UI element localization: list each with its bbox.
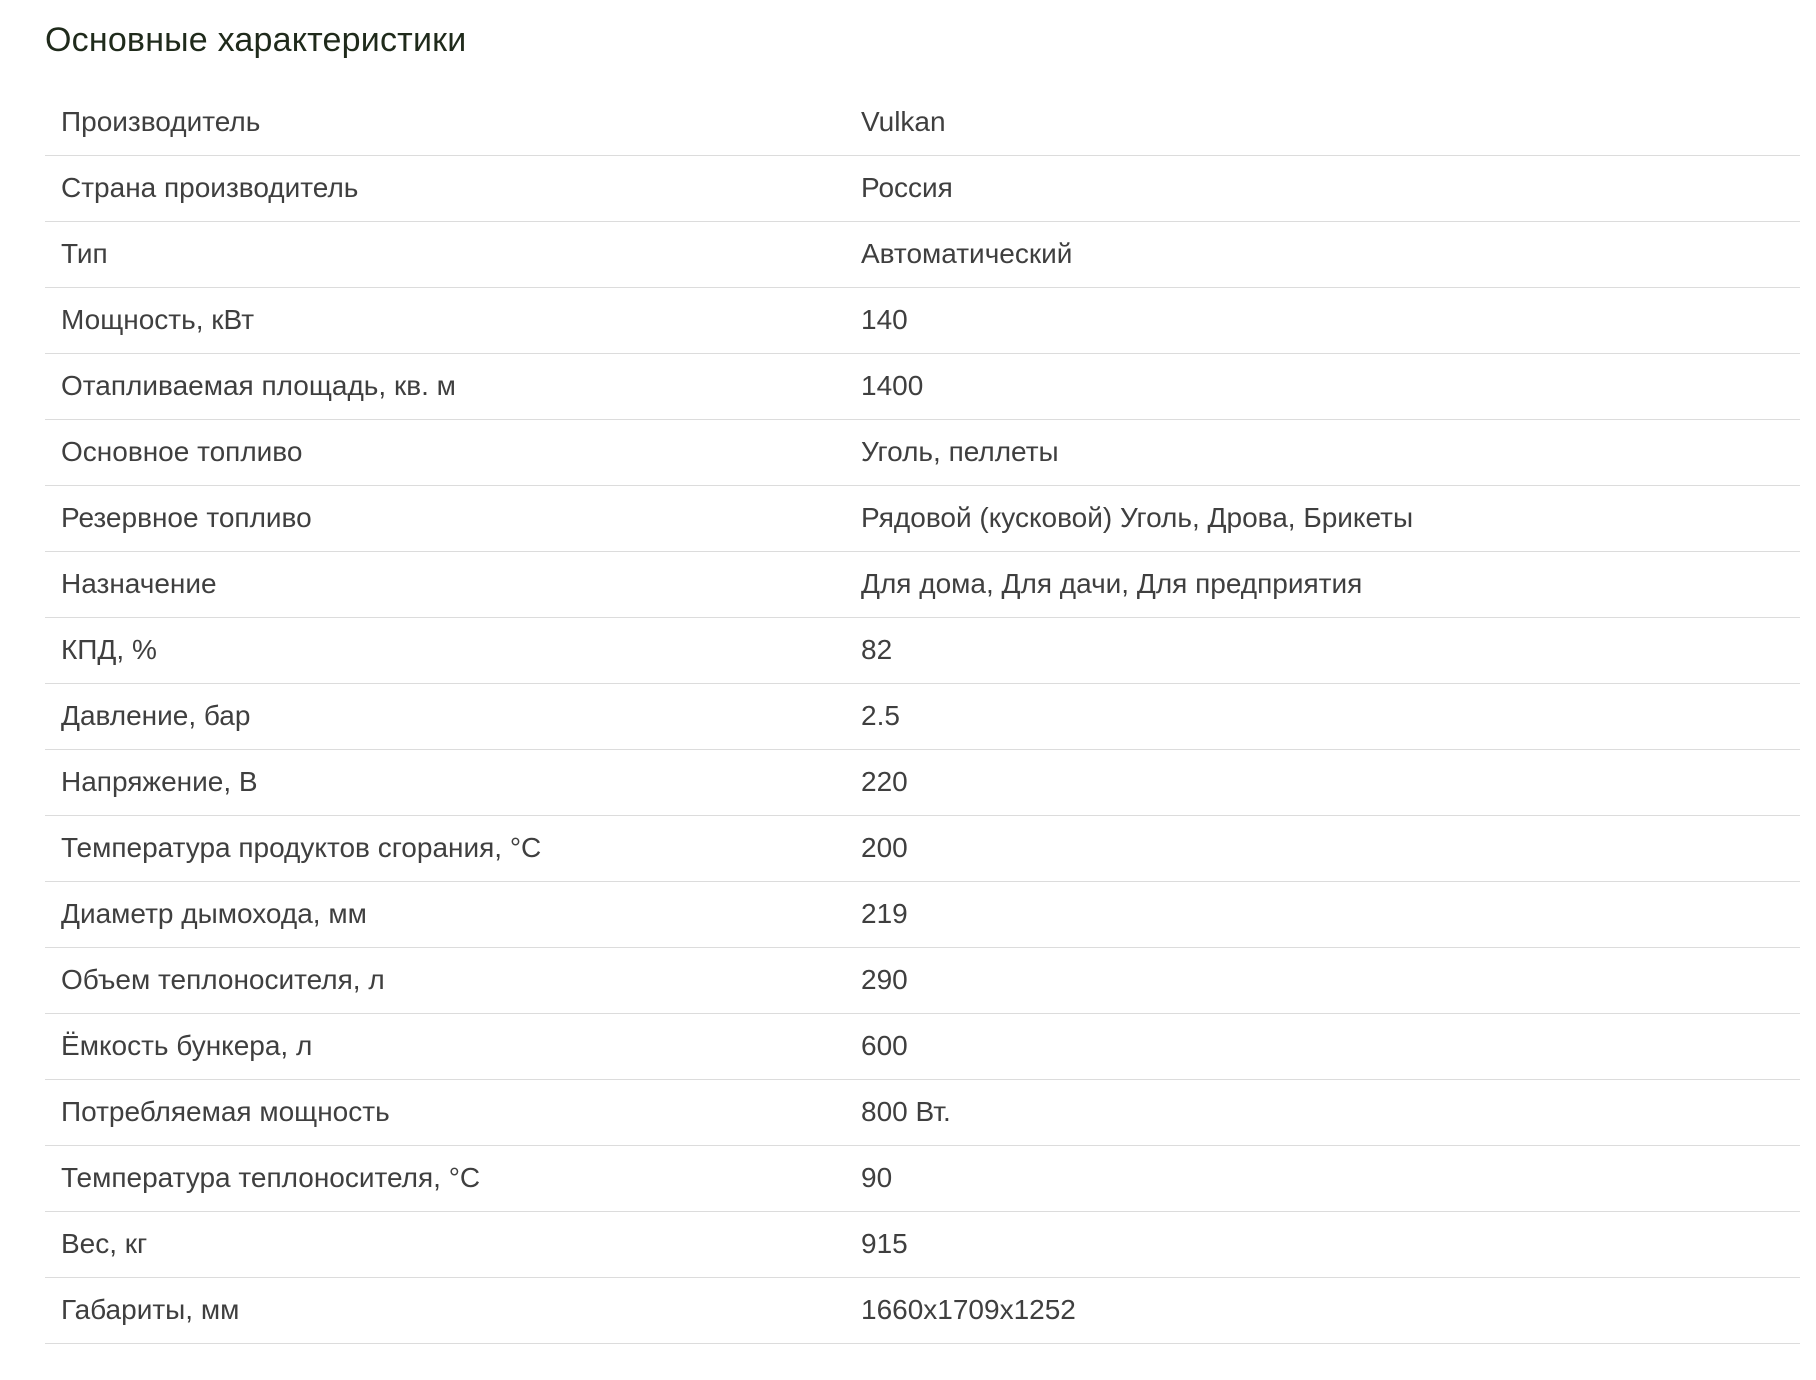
- section-title: Основные характеристики: [45, 21, 467, 59]
- spec-label: Ёмкость бункера, л: [61, 1030, 313, 1061]
- spec-value: 915: [861, 1228, 908, 1259]
- table-row: [45, 683, 1800, 749]
- spec-label: Резервное топливо: [61, 502, 312, 533]
- spec-label: Потребляемая мощность: [61, 1096, 390, 1127]
- spec-label: Мощность, кВт: [61, 304, 255, 335]
- table-row: [45, 287, 1800, 353]
- table-row: [45, 749, 1800, 815]
- spec-label: Температура теплоносителя, °С: [61, 1162, 481, 1193]
- table-row: [45, 485, 1800, 551]
- spec-value: 220: [861, 766, 908, 797]
- spec-value: 200: [861, 832, 908, 863]
- spec-label: Температура продуктов сгорания, °С: [61, 832, 542, 863]
- spec-value: Россия: [861, 172, 953, 203]
- spec-label: Давление, бар: [61, 700, 251, 731]
- table-row: [45, 155, 1800, 221]
- spec-value: Vulkan: [861, 105, 946, 137]
- table-row: [45, 1277, 1800, 1343]
- table-row: [45, 1211, 1800, 1277]
- specs-table: [45, 89, 1800, 1344]
- spec-value: Уголь, пеллеты: [861, 436, 1059, 467]
- table-row: [45, 89, 1800, 155]
- spec-value: Для дома, Для дачи, Для предприятия: [861, 568, 1363, 599]
- table-row: [45, 1079, 1800, 1145]
- spec-label: КПД, %: [61, 634, 157, 665]
- table-row: [45, 353, 1800, 419]
- spec-label: Объем теплоносителя, л: [61, 964, 385, 995]
- spec-label: Отапливаемая площадь, кв. м: [61, 370, 456, 401]
- table-row: [45, 1013, 1800, 1079]
- spec-value: 219: [861, 898, 908, 929]
- table-row: [45, 419, 1800, 485]
- spec-value: 90: [861, 1162, 893, 1193]
- table-row: [45, 881, 1800, 947]
- spec-value: 2.5: [861, 700, 900, 731]
- table-row: [45, 947, 1800, 1013]
- spec-value: 600: [861, 1030, 908, 1061]
- spec-label: Диаметр дымохода, мм: [61, 898, 367, 929]
- spec-label: Страна производитель: [61, 172, 359, 203]
- spec-value: Рядовой (кусковой) Уголь, Дрова, Брикеты: [861, 502, 1414, 533]
- spec-value: 1660x1709x1252: [861, 1294, 1076, 1325]
- spec-label: Производитель: [61, 105, 261, 137]
- table-row: [45, 221, 1800, 287]
- spec-value: 290: [861, 964, 908, 995]
- spec-label: Габариты, мм: [61, 1294, 240, 1325]
- spec-label: Тип: [61, 238, 108, 269]
- spec-value: 140: [861, 304, 908, 335]
- table-row: [45, 551, 1800, 617]
- table-row: [45, 617, 1800, 683]
- table-row: [45, 1145, 1800, 1211]
- spec-label: Основное топливо: [61, 436, 303, 467]
- spec-label: Назначение: [61, 568, 217, 599]
- spec-value: Автоматический: [861, 238, 1073, 269]
- spec-value: 800 Вт.: [861, 1096, 951, 1127]
- spec-label: Вес, кг: [61, 1228, 148, 1259]
- spec-value: 82: [861, 634, 893, 665]
- spec-value: 1400: [861, 370, 924, 401]
- table-row: [45, 815, 1800, 881]
- spec-label: Напряжение, В: [61, 766, 258, 797]
